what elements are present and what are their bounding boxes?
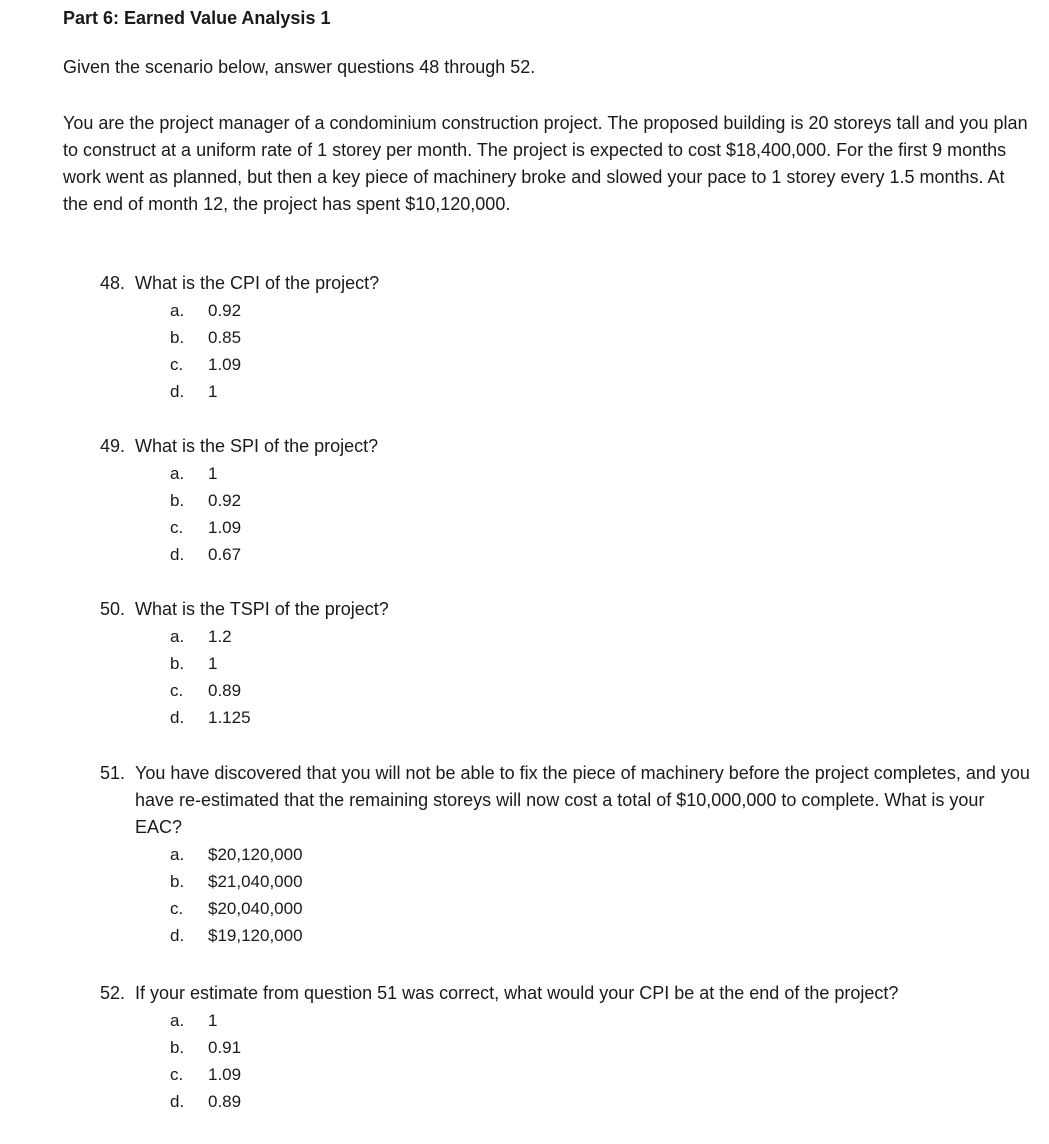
question-stem bbox=[100, 760, 1030, 841]
answer-option[interactable] bbox=[170, 922, 1030, 949]
option-text: 0.91 bbox=[208, 1038, 242, 1057]
question-stem bbox=[100, 270, 1030, 297]
option-text: $21,040,000 bbox=[208, 872, 303, 891]
option-text: 0.85 bbox=[208, 328, 242, 347]
question-number: 48. bbox=[100, 273, 126, 293]
option-letter: b. bbox=[170, 328, 185, 347]
answer-options bbox=[100, 297, 1030, 405]
answer-options bbox=[100, 1007, 1030, 1115]
answer-option[interactable] bbox=[170, 1088, 1030, 1115]
answer-option[interactable] bbox=[170, 895, 1030, 922]
instructions: Given the scenario below, answer questions 48 through 52. bbox=[63, 57, 536, 77]
option-letter: c. bbox=[170, 899, 184, 918]
option-text: $20,120,000 bbox=[208, 845, 303, 864]
option-text: 0.92 bbox=[208, 301, 242, 320]
option-text: 1.125 bbox=[208, 708, 251, 727]
option-text: 1.09 bbox=[208, 355, 242, 374]
option-text: 0.89 bbox=[208, 681, 242, 700]
answer-option[interactable] bbox=[170, 1007, 1030, 1034]
option-text: 0.67 bbox=[208, 545, 242, 564]
question-number: 49. bbox=[100, 436, 126, 456]
scenario-paragraph: You are the project manager of a condominium construction project. The proposed building is 20 storeys tall and you plan to construct at a uniform rate of 1 storey per month. The project is expected to cost $18,400,000. For the first 9 months work went as planned, but then a key piece of machinery broke and slowed your pace to 1 storey every 1.5 months. At the end of month 12, the project has spent $10,120,000. bbox=[63, 113, 1028, 214]
question-text: You have discovered that you will not be able to fix the piece of machinery before the project completes, and you have re-estimated that the remaining storeys will now cost a total of $10,000,000 to complete. What is your EAC? bbox=[135, 763, 1030, 837]
question-48 bbox=[100, 270, 1030, 405]
option-text: 1 bbox=[208, 654, 218, 673]
option-letter: c. bbox=[170, 355, 184, 374]
option-letter: b. bbox=[170, 1038, 185, 1057]
answer-option[interactable] bbox=[170, 623, 1030, 650]
option-letter: c. bbox=[170, 518, 184, 537]
answer-options bbox=[100, 841, 1030, 949]
option-text: 1 bbox=[208, 1011, 218, 1030]
question-stem bbox=[100, 980, 1030, 1007]
option-letter: b. bbox=[170, 654, 185, 673]
option-letter: a. bbox=[170, 301, 185, 320]
option-text: 1.09 bbox=[208, 1065, 242, 1084]
option-text: 1 bbox=[208, 464, 218, 483]
answer-option[interactable] bbox=[170, 841, 1030, 868]
answer-option[interactable] bbox=[170, 460, 1030, 487]
question-number: 52. bbox=[100, 983, 126, 1003]
question-text: What is the CPI of the project? bbox=[135, 273, 380, 293]
question-text: If your estimate from question 51 was correct, what would your CPI be at the end of the project? bbox=[135, 983, 899, 1003]
answer-option[interactable] bbox=[170, 868, 1030, 895]
question-number: 50. bbox=[100, 599, 126, 619]
answer-option[interactable] bbox=[170, 1034, 1030, 1061]
option-text: 1.2 bbox=[208, 627, 232, 646]
option-letter: d. bbox=[170, 545, 185, 564]
option-letter: b. bbox=[170, 491, 185, 510]
answer-option[interactable] bbox=[170, 1061, 1030, 1088]
section-heading: Part 6: Earned Value Analysis 1 bbox=[63, 8, 331, 28]
question-stem bbox=[100, 433, 1030, 460]
answer-option[interactable] bbox=[170, 378, 1030, 405]
answer-option[interactable] bbox=[170, 487, 1030, 514]
answer-option[interactable] bbox=[170, 351, 1030, 378]
option-letter: d. bbox=[170, 382, 185, 401]
answer-option[interactable] bbox=[170, 650, 1030, 677]
option-letter: c. bbox=[170, 1065, 184, 1084]
question-50 bbox=[100, 596, 1030, 731]
question-text: What is the TSPI of the project? bbox=[135, 599, 389, 619]
question-52 bbox=[100, 980, 1030, 1115]
answer-option[interactable] bbox=[170, 541, 1030, 568]
option-letter: c. bbox=[170, 681, 184, 700]
option-letter: a. bbox=[170, 627, 185, 646]
question-number: 51. bbox=[100, 763, 126, 783]
option-letter: d. bbox=[170, 926, 185, 945]
option-letter: a. bbox=[170, 845, 185, 864]
option-text: 1 bbox=[208, 382, 218, 401]
option-text: 0.89 bbox=[208, 1092, 242, 1111]
question-text: What is the SPI of the project? bbox=[135, 436, 379, 456]
question-stem bbox=[100, 596, 1030, 623]
option-text: $19,120,000 bbox=[208, 926, 303, 945]
option-letter: d. bbox=[170, 1092, 185, 1111]
option-text: $20,040,000 bbox=[208, 899, 303, 918]
answer-option[interactable] bbox=[170, 324, 1030, 351]
answer-option[interactable] bbox=[170, 704, 1030, 731]
answer-option[interactable] bbox=[170, 297, 1030, 324]
answer-option[interactable] bbox=[170, 677, 1030, 704]
answer-options bbox=[100, 460, 1030, 568]
answer-options bbox=[100, 623, 1030, 731]
option-letter: a. bbox=[170, 1011, 185, 1030]
option-text: 1.09 bbox=[208, 518, 242, 537]
option-text: 0.92 bbox=[208, 491, 242, 510]
option-letter: a. bbox=[170, 464, 185, 483]
question-51 bbox=[100, 760, 1030, 949]
option-letter: b. bbox=[170, 872, 185, 891]
answer-option[interactable] bbox=[170, 514, 1030, 541]
question-49 bbox=[100, 433, 1030, 568]
option-letter: d. bbox=[170, 708, 185, 727]
